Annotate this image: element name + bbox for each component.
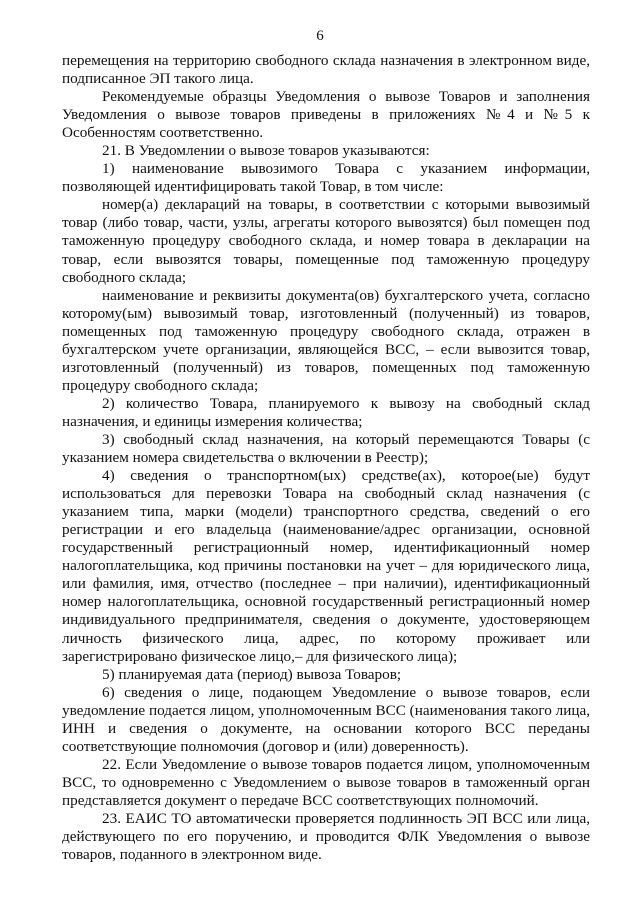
page-number: 6: [316, 28, 324, 44]
paragraph-item-21: 21. В Уведомлении о вывозе товаров указываются:: [102, 142, 430, 160]
paragraph-item-23: 23. ЕАИС ТО автоматически проверяется подлинность ЭП ВСС или лица, действующего по его поручению, и проводится ФЛК Уведомления о вывозе товаров, поданного в электронном виде.: [62, 809, 590, 864]
paragraph-item-22: 22. Если Уведомление о вывозе товаров подается лицом, уполномоченным ВСС, то одновременно с Уведомлением о вывозе товаров в таможенный орган представляется документ о передаче ВСС соответствующих полномочий.: [62, 755, 590, 809]
paragraph-subitem-5: 5) планируемая дата (период) вывоза Товаров;: [102, 665, 402, 683]
paragraph-accounting-documents: наименование и реквизиты документа(ов) бухгалтерского учета, согласно которому(ым) вывозимый товар, изготовленный (полученный) из товаров, помещенных под таможенную процедуру свободного склада, отражен в бухгалтерском учете организации, являющейся ВСС, – если вывозится товар, изготовленный (полученный) из товаров, помещенных под таможенную процедуру свободного склада;: [62, 286, 590, 394]
paragraph-continuation: перемещения на территорию свободного склада назначения в электронном виде, подписанное ЭП такого лица.: [62, 52, 590, 88]
paragraph-subitem-1: 1) наименование вывозимого Товара с указанием информации, позволяющей идентифицировать такой Товар, в том числе:: [62, 160, 590, 196]
paragraph-subitem-4: 4) сведения о транспортном(ых) средстве(ах), которое(ые) будут использоваться для перевозки Товара на свободный склад назначения (с указанием типа, марки (модели) транспортного средства, сведений о его регистрации и его владельца (наименование/адрес организации, основной государственный регистрационный номер, идентификационный номер налогоплательщика, код причины постановки на учет – для юридического лица, или фамилия, имя, отчество (последнее – при наличии), идентификационный номер налогоплательщика, основной государственный регистрационный номер индивидуального предпринимателя, сведения о документе, удостоверяющем личность физического лица, адрес, по которому проживает или зарегистрировано физическое лицо,– для физического лица);: [62, 467, 590, 665]
document-body: [62, 52, 590, 864]
paragraph-subitem-2: 2) количество Товара, планируемого к вывозу на свободный склад назначения, и единицы измерения количества;: [62, 394, 590, 430]
paragraph-subitem-3: 3) свободный склад назначения, на который перемещаются Товары (с указанием номера свидетельства о включении в Реестр);: [62, 430, 590, 467]
paragraph-recommended-forms: Рекомендуемые образцы Уведомления о вывозе Товаров и заполнения Уведомления о вывозе товаров приведены в приложениях №4 и №5 к Особенностям соответственно.: [62, 88, 590, 142]
paragraph-subitem-6: 6) сведения о лице, подающем Уведомление о вывозе товаров, если уведомление подается лицом, уполномоченным ВСС (наименования такого лица, ИНН и сведения о документе, на основании которого ВСС переданы соответствующие полномочия (договор и (или) доверенность).: [62, 683, 590, 755]
paragraph-declaration-numbers: номер(а) деклараций на товары, в соответствии с которыми вывозимый товар (либо товар, части, узлы, агрегаты которого вывозятся) был помещен под таможенную процедуру свободного склада, и номер товара в декларации на товар, если вывозятся товары, помещенные под таможенную процедуру свободного склада;: [62, 196, 590, 286]
